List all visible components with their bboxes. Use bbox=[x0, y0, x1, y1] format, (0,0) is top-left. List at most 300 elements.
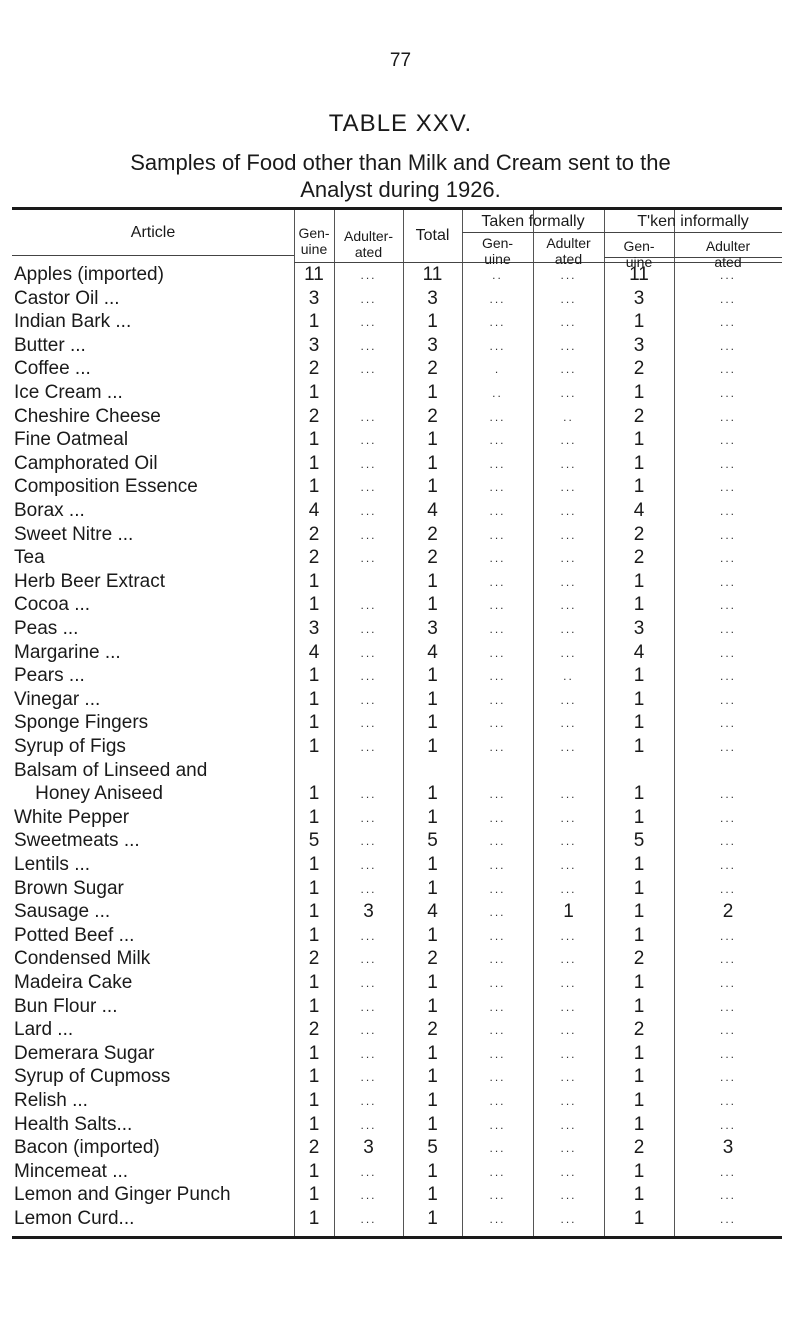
cell-formal-genuine: ... bbox=[489, 433, 506, 448]
cell-genuine: 1 bbox=[308, 783, 320, 805]
cell-total: 1 bbox=[427, 688, 438, 710]
cell-informal-adulterated: ... bbox=[719, 1164, 736, 1179]
cell-formal-genuine: ... bbox=[489, 1023, 506, 1038]
cell-formal-genuine: ... bbox=[489, 928, 506, 943]
cell-formal-genuine: ... bbox=[489, 834, 506, 849]
cell-informal-adulterated: ... bbox=[719, 1188, 736, 1203]
table-row bbox=[0, 1019, 801, 1041]
cell-informal-adulterated: 2 bbox=[722, 901, 734, 923]
cell-informal-adulterated: ... bbox=[719, 1023, 736, 1038]
cell-formal-genuine: ... bbox=[489, 952, 506, 967]
cell-article: Composition Essence bbox=[14, 476, 198, 498]
cell-article: Relish ... bbox=[14, 1090, 88, 1111]
cell-informal-genuine: 11 bbox=[629, 264, 649, 285]
cell-article: Butter ... bbox=[14, 334, 86, 356]
cell-formal-adulterated: ... bbox=[560, 574, 577, 589]
cell-informal-genuine: 1 bbox=[633, 594, 645, 616]
cell-total: 1 bbox=[427, 736, 438, 757]
cell-formal-genuine: ... bbox=[489, 315, 506, 330]
cell-formal-genuine: .. bbox=[492, 386, 503, 400]
cell-informal-adulterated: ... bbox=[719, 881, 736, 896]
table-bottom-rule bbox=[12, 1236, 782, 1239]
table-row bbox=[0, 571, 801, 593]
cell-article: Bacon (imported) bbox=[14, 1137, 160, 1159]
table-row bbox=[0, 1114, 801, 1136]
cell-total: 1 bbox=[427, 665, 438, 687]
cell-article: Cocoa ... bbox=[14, 594, 91, 616]
cell-total: 1 bbox=[427, 995, 438, 1017]
cell-total: 1 bbox=[427, 429, 438, 451]
cell-formal-genuine: ... bbox=[489, 1046, 506, 1061]
cell-formal-adulterated: .. bbox=[563, 669, 574, 684]
cell-informal-genuine: 1 bbox=[633, 995, 645, 1017]
cell-total: 1 bbox=[427, 1090, 438, 1111]
cell-total: 1 bbox=[427, 783, 438, 805]
cell-formal-genuine: ... bbox=[489, 976, 506, 990]
cell-formal-adulterated: ... bbox=[560, 952, 577, 967]
cell-adulterated: ... bbox=[360, 1023, 377, 1038]
table-subtitle-line-1: Samples of Food other than Milk and Cream sent to the bbox=[130, 150, 671, 175]
cell-article: Lentils ... bbox=[14, 854, 91, 875]
cell-genuine: 1 bbox=[308, 1090, 320, 1111]
cell-adulterated: ... bbox=[360, 362, 377, 377]
cell-article: Apples (imported) bbox=[14, 264, 164, 285]
cell-formal-genuine: . bbox=[494, 362, 501, 377]
cell-total: 1 bbox=[427, 311, 438, 333]
cell-total: 3 bbox=[427, 334, 438, 356]
cell-informal-genuine: 1 bbox=[633, 924, 645, 946]
header-taken-formally: Taken formally bbox=[481, 213, 585, 230]
cell-article: Tea bbox=[14, 547, 45, 569]
table-row bbox=[0, 406, 801, 428]
cell-informal-adulterated: ... bbox=[719, 1094, 736, 1108]
table-row bbox=[0, 642, 801, 664]
cell-informal-genuine: 1 bbox=[633, 1208, 645, 1229]
table-row bbox=[0, 476, 801, 498]
cell-article: Lard ... bbox=[14, 1019, 74, 1041]
cell-formal-genuine: ... bbox=[489, 645, 506, 660]
table-row bbox=[0, 453, 801, 475]
cell-genuine: 1 bbox=[308, 665, 320, 687]
cell-formal-adulterated: ... bbox=[560, 1046, 577, 1061]
cell-informal-genuine: 1 bbox=[633, 1184, 645, 1206]
cell-formal-adulterated: ... bbox=[560, 740, 577, 754]
cell-informal-adulterated: ... bbox=[719, 976, 736, 990]
header-formal-genuine: Gen- uine bbox=[481, 235, 514, 267]
cell-formal-adulterated: ... bbox=[560, 315, 577, 330]
cell-formal-genuine: ... bbox=[489, 1070, 506, 1085]
cell-formal-adulterated: ... bbox=[560, 1188, 577, 1203]
cell-informal-adulterated: ... bbox=[719, 692, 736, 707]
cell-formal-adulterated: ... bbox=[560, 1164, 577, 1179]
table-row bbox=[0, 830, 801, 852]
table-row bbox=[0, 1090, 801, 1112]
cell-genuine: 1 bbox=[308, 570, 320, 592]
header-total: Total bbox=[415, 227, 450, 244]
cell-adulterated: ... bbox=[360, 480, 377, 495]
cell-genuine: 1 bbox=[308, 452, 320, 474]
cell-total: 1 bbox=[427, 382, 438, 403]
cell-formal-adulterated: ... bbox=[560, 1023, 577, 1038]
cell-genuine: 2 bbox=[308, 358, 320, 380]
table-row bbox=[0, 1043, 801, 1065]
cell-formal-genuine: ... bbox=[489, 598, 506, 613]
cell-formal-adulterated: ... bbox=[560, 928, 577, 943]
cell-formal-genuine: ... bbox=[489, 480, 506, 495]
cell-genuine: 1 bbox=[308, 429, 320, 451]
header-adulterated: Adulter- ated bbox=[343, 228, 394, 260]
cell-formal-adulterated: ... bbox=[560, 716, 577, 731]
table-row bbox=[0, 783, 801, 805]
cell-informal-genuine: 1 bbox=[633, 712, 645, 734]
cell-article: Syrup of Cupmoss bbox=[14, 1066, 171, 1088]
cell-formal-genuine: ... bbox=[489, 858, 506, 872]
cell-formal-adulterated: ... bbox=[560, 504, 577, 518]
cell-genuine: 1 bbox=[308, 1066, 320, 1088]
cell-genuine: 1 bbox=[308, 877, 320, 899]
cell-formal-genuine: ... bbox=[489, 999, 506, 1014]
cell-informal-genuine: 1 bbox=[633, 429, 645, 451]
cell-adulterated: ... bbox=[360, 338, 377, 353]
table-row bbox=[0, 901, 801, 923]
cell-total: 5 bbox=[427, 830, 438, 852]
cell-formal-genuine: ... bbox=[489, 291, 506, 306]
cell-adulterated: ... bbox=[360, 810, 377, 825]
table-row bbox=[0, 500, 801, 522]
header-rule-article bbox=[12, 255, 294, 256]
table-row bbox=[0, 288, 801, 310]
cell-informal-genuine: 2 bbox=[633, 1137, 645, 1159]
cell-article: Bun Flour ... bbox=[14, 995, 118, 1017]
cell-informal-genuine: 1 bbox=[633, 452, 645, 474]
cell-genuine: 1 bbox=[308, 854, 320, 875]
cell-informal-genuine: 1 bbox=[633, 901, 645, 923]
cell-article: Indian Bark ... bbox=[14, 311, 132, 333]
cell-formal-adulterated: ... bbox=[560, 1117, 577, 1132]
cell-article: Camphorated Oil bbox=[14, 452, 158, 474]
cell-adulterated: 3 bbox=[363, 901, 374, 923]
cell-informal-adulterated: ... bbox=[719, 716, 736, 731]
cell-genuine: 1 bbox=[308, 806, 320, 828]
cell-informal-adulterated: ... bbox=[719, 834, 736, 849]
cell-informal-genuine: 2 bbox=[633, 358, 645, 380]
cell-formal-adulterated: ... bbox=[560, 268, 577, 282]
cell-formal-adulterated: ... bbox=[560, 551, 577, 566]
cell-formal-genuine: ... bbox=[489, 551, 506, 566]
cell-informal-genuine: 1 bbox=[633, 806, 645, 828]
cell-total: 1 bbox=[427, 1113, 438, 1135]
cell-adulterated: ... bbox=[360, 409, 377, 424]
cell-total: 3 bbox=[427, 287, 438, 309]
cell-formal-genuine: ... bbox=[489, 905, 506, 920]
cell-informal-genuine: 2 bbox=[633, 948, 645, 970]
cell-genuine: 1 bbox=[308, 736, 320, 757]
cell-informal-adulterated: ... bbox=[719, 527, 736, 542]
cell-total: 3 bbox=[427, 618, 438, 639]
cell-formal-adulterated: ... bbox=[560, 810, 577, 825]
cell-formal-adulterated: ... bbox=[560, 692, 577, 707]
cell-article: Castor Oil ... bbox=[14, 287, 120, 309]
cell-informal-adulterated: ... bbox=[719, 480, 736, 495]
cell-informal-adulterated: ... bbox=[719, 291, 736, 306]
cell-adulterated: ... bbox=[360, 928, 377, 943]
cell-informal-adulterated: ... bbox=[719, 1117, 736, 1132]
table-row bbox=[0, 665, 801, 687]
cell-genuine: 1 bbox=[308, 972, 320, 993]
cell-article: Potted Beef ... bbox=[14, 924, 135, 946]
cell-total: 2 bbox=[427, 405, 438, 427]
cell-formal-adulterated: ... bbox=[560, 1094, 577, 1108]
cell-informal-genuine: 5 bbox=[633, 830, 645, 852]
cell-total: 2 bbox=[427, 1019, 438, 1041]
cell-informal-genuine: 1 bbox=[633, 854, 645, 875]
cell-formal-adulterated: 1 bbox=[563, 901, 574, 923]
table-row bbox=[0, 1184, 801, 1206]
cell-informal-genuine: 1 bbox=[633, 1113, 645, 1135]
cell-formal-genuine: .. bbox=[492, 268, 503, 282]
cell-article: Lemon Curd... bbox=[14, 1208, 135, 1229]
table-row bbox=[0, 996, 801, 1018]
cell-formal-adulterated: ... bbox=[560, 456, 577, 471]
cell-informal-adulterated: ... bbox=[719, 787, 736, 802]
cell-informal-genuine: 3 bbox=[633, 618, 645, 639]
cell-informal-genuine: 1 bbox=[633, 688, 645, 710]
cell-article: Demerara Sugar bbox=[14, 1042, 155, 1064]
cell-formal-genuine: ... bbox=[489, 527, 506, 542]
cell-total: 1 bbox=[427, 1042, 438, 1064]
table-row bbox=[0, 382, 801, 404]
cell-genuine: 1 bbox=[308, 1113, 320, 1135]
cell-formal-adulterated: ... bbox=[560, 976, 577, 990]
cell-informal-genuine: 1 bbox=[633, 1160, 645, 1182]
header-genuine: Gen- uine bbox=[298, 225, 330, 257]
cell-total: 11 bbox=[422, 264, 443, 285]
cell-informal-adulterated: ... bbox=[719, 456, 736, 471]
cell-adulterated: ... bbox=[360, 669, 377, 684]
table-row bbox=[0, 594, 801, 616]
cell-article: Madeira Cake bbox=[14, 972, 133, 993]
cell-formal-adulterated: ... bbox=[560, 858, 577, 872]
cell-adulterated: ... bbox=[360, 1070, 377, 1085]
cell-formal-genuine: ... bbox=[489, 810, 506, 825]
cell-genuine: 2 bbox=[308, 547, 320, 569]
cell-formal-adulterated: .. bbox=[563, 409, 574, 424]
cell-formal-adulterated: ... bbox=[560, 834, 577, 849]
cell-formal-adulterated: ... bbox=[560, 480, 577, 495]
cell-genuine: 2 bbox=[308, 948, 320, 970]
cell-total: 1 bbox=[427, 806, 438, 828]
cell-genuine: 1 bbox=[308, 712, 320, 734]
cell-adulterated: ... bbox=[360, 881, 377, 896]
cell-formal-adulterated: ... bbox=[560, 362, 577, 377]
table-row bbox=[0, 1208, 801, 1230]
page-number: 77 bbox=[389, 50, 412, 71]
cell-formal-genuine: ... bbox=[489, 692, 506, 707]
cell-formal-adulterated: ... bbox=[560, 291, 577, 306]
cell-total: 1 bbox=[427, 854, 438, 875]
cell-total: 1 bbox=[427, 1208, 438, 1229]
cell-genuine: 4 bbox=[308, 641, 320, 663]
cell-total: 4 bbox=[427, 641, 438, 663]
cell-total: 4 bbox=[427, 901, 438, 923]
table-row bbox=[0, 760, 801, 782]
cell-informal-genuine: 2 bbox=[633, 405, 645, 427]
cell-total: 1 bbox=[427, 712, 438, 734]
cell-adulterated: ... bbox=[360, 716, 377, 731]
cell-formal-genuine: ... bbox=[489, 1094, 506, 1108]
table-row bbox=[0, 948, 801, 970]
table-row bbox=[0, 1161, 801, 1183]
cell-formal-genuine: ... bbox=[489, 787, 506, 802]
cell-informal-adulterated: ... bbox=[719, 433, 736, 448]
table-row bbox=[0, 1137, 801, 1159]
cell-informal-adulterated: ... bbox=[719, 669, 736, 684]
cell-total: 2 bbox=[427, 547, 438, 569]
cell-article: Honey Aniseed bbox=[14, 783, 163, 805]
cell-formal-adulterated: ... bbox=[560, 527, 577, 542]
cell-informal-genuine: 1 bbox=[633, 570, 645, 592]
cell-adulterated: 3 bbox=[363, 1137, 374, 1159]
cell-informal-genuine: 1 bbox=[633, 1066, 645, 1088]
table-row bbox=[0, 854, 801, 876]
cell-formal-genuine: ... bbox=[489, 669, 506, 684]
table-row bbox=[0, 524, 801, 546]
cell-genuine: 2 bbox=[308, 405, 320, 427]
cell-article: Ice Cream ... bbox=[14, 382, 123, 403]
cell-article: Mincemeat ... bbox=[14, 1160, 129, 1182]
cell-article: Sponge Fingers bbox=[14, 712, 149, 734]
cell-formal-adulterated: ... bbox=[560, 999, 577, 1014]
cell-formal-adulterated: ... bbox=[560, 598, 577, 613]
cell-genuine: 3 bbox=[308, 334, 320, 356]
cell-total: 1 bbox=[427, 877, 438, 899]
cell-adulterated: ... bbox=[360, 834, 377, 849]
cell-informal-genuine: 1 bbox=[633, 972, 645, 993]
cell-article: Cheshire Cheese bbox=[14, 405, 161, 427]
cell-article: Fine Oatmeal bbox=[14, 429, 129, 451]
cell-genuine: 1 bbox=[308, 311, 320, 333]
cell-adulterated: ... bbox=[360, 952, 377, 967]
cell-adulterated: ... bbox=[360, 268, 377, 282]
cell-genuine: 2 bbox=[308, 523, 320, 545]
cell-genuine: 1 bbox=[308, 594, 320, 616]
header-informal-genuine: Gen- uine bbox=[623, 238, 655, 270]
cell-informal-adulterated: ... bbox=[719, 574, 736, 589]
cell-article: Margarine ... bbox=[14, 641, 121, 663]
table-top-rule bbox=[12, 207, 782, 210]
cell-adulterated: ... bbox=[360, 315, 377, 330]
cell-formal-adulterated: ... bbox=[560, 787, 577, 802]
cell-article: Health Salts... bbox=[14, 1113, 133, 1135]
cell-adulterated: ... bbox=[360, 740, 377, 754]
cell-article: Pears ... bbox=[14, 665, 85, 687]
cell-informal-adulterated: ... bbox=[719, 1070, 736, 1085]
cell-formal-adulterated: ... bbox=[560, 881, 577, 896]
cell-informal-adulterated: ... bbox=[719, 409, 736, 424]
cell-total: 1 bbox=[427, 972, 438, 993]
cell-formal-adulterated: ... bbox=[560, 1070, 577, 1085]
cell-article: White Pepper bbox=[14, 806, 130, 828]
cell-informal-adulterated: 3 bbox=[722, 1137, 734, 1159]
cell-informal-adulterated: ... bbox=[719, 1212, 736, 1226]
cell-formal-genuine: ... bbox=[489, 1212, 506, 1226]
cell-article: Syrup of Figs bbox=[14, 736, 126, 757]
cell-informal-genuine: 2 bbox=[633, 1019, 645, 1041]
cell-formal-adulterated: ... bbox=[560, 1212, 577, 1226]
cell-adulterated: ... bbox=[360, 551, 377, 566]
cell-article: Peas ... bbox=[14, 618, 79, 639]
cell-adulterated: ... bbox=[360, 1164, 377, 1179]
cell-article: Lemon and Ginger Punch bbox=[14, 1184, 231, 1206]
table-row bbox=[0, 878, 801, 900]
cell-adulterated: ... bbox=[360, 858, 377, 872]
cell-total: 1 bbox=[427, 452, 438, 474]
cell-genuine: 2 bbox=[308, 1137, 320, 1159]
cell-total: 1 bbox=[427, 1184, 438, 1206]
cell-informal-adulterated: ... bbox=[719, 1046, 736, 1061]
table-row bbox=[0, 712, 801, 734]
header-taken-informally: T'ken informally bbox=[637, 213, 749, 230]
cell-adulterated: ... bbox=[360, 504, 377, 518]
header-article: Article bbox=[130, 224, 176, 241]
cell-formal-adulterated: ... bbox=[560, 1141, 577, 1156]
cell-formal-genuine: ... bbox=[489, 622, 506, 636]
cell-formal-adulterated: ... bbox=[560, 386, 577, 400]
cell-total: 1 bbox=[427, 594, 438, 616]
table-row bbox=[0, 264, 801, 286]
cell-formal-genuine: ... bbox=[489, 1141, 506, 1156]
cell-article: Coffee ... bbox=[14, 358, 91, 380]
cell-formal-adulterated: ... bbox=[560, 338, 577, 353]
cell-informal-adulterated: ... bbox=[719, 999, 736, 1014]
cell-informal-genuine: 4 bbox=[633, 500, 645, 521]
cell-informal-adulterated: ... bbox=[719, 810, 736, 825]
cell-article: Vinegar ... bbox=[14, 688, 101, 710]
table-row bbox=[0, 335, 801, 357]
cell-formal-genuine: ... bbox=[489, 338, 506, 353]
cell-formal-genuine: ... bbox=[489, 881, 506, 896]
cell-total: 1 bbox=[427, 570, 438, 592]
cell-genuine: 4 bbox=[308, 500, 320, 521]
cell-informal-adulterated: ... bbox=[719, 338, 736, 353]
cell-informal-genuine: 3 bbox=[633, 287, 645, 309]
header-informal-adulterated: Adulter ated bbox=[705, 238, 751, 270]
cell-informal-genuine: 2 bbox=[633, 523, 645, 545]
cell-total: 1 bbox=[427, 1160, 438, 1182]
cell-formal-genuine: ... bbox=[489, 1117, 506, 1132]
cell-informal-adulterated: ... bbox=[719, 268, 736, 282]
cell-informal-genuine: 1 bbox=[633, 311, 645, 333]
cell-genuine: 1 bbox=[308, 924, 320, 946]
cell-informal-genuine: 4 bbox=[633, 641, 645, 663]
cell-informal-genuine: 1 bbox=[633, 665, 645, 687]
cell-total: 2 bbox=[427, 523, 438, 545]
table-row bbox=[0, 358, 801, 380]
cell-informal-genuine: 1 bbox=[633, 1090, 645, 1111]
cell-total: 2 bbox=[427, 358, 438, 380]
cell-formal-adulterated: ... bbox=[560, 622, 577, 636]
cell-formal-genuine: ... bbox=[489, 574, 506, 589]
cell-formal-adulterated: ... bbox=[560, 433, 577, 448]
cell-genuine: 1 bbox=[308, 1042, 320, 1064]
cell-total: 5 bbox=[427, 1137, 438, 1159]
cell-informal-genuine: 1 bbox=[633, 783, 645, 805]
cell-informal-genuine: 1 bbox=[633, 877, 645, 899]
cell-informal-adulterated: ... bbox=[719, 928, 736, 943]
table-row bbox=[0, 429, 801, 451]
table-row bbox=[0, 311, 801, 333]
cell-formal-genuine: ... bbox=[489, 1164, 506, 1179]
